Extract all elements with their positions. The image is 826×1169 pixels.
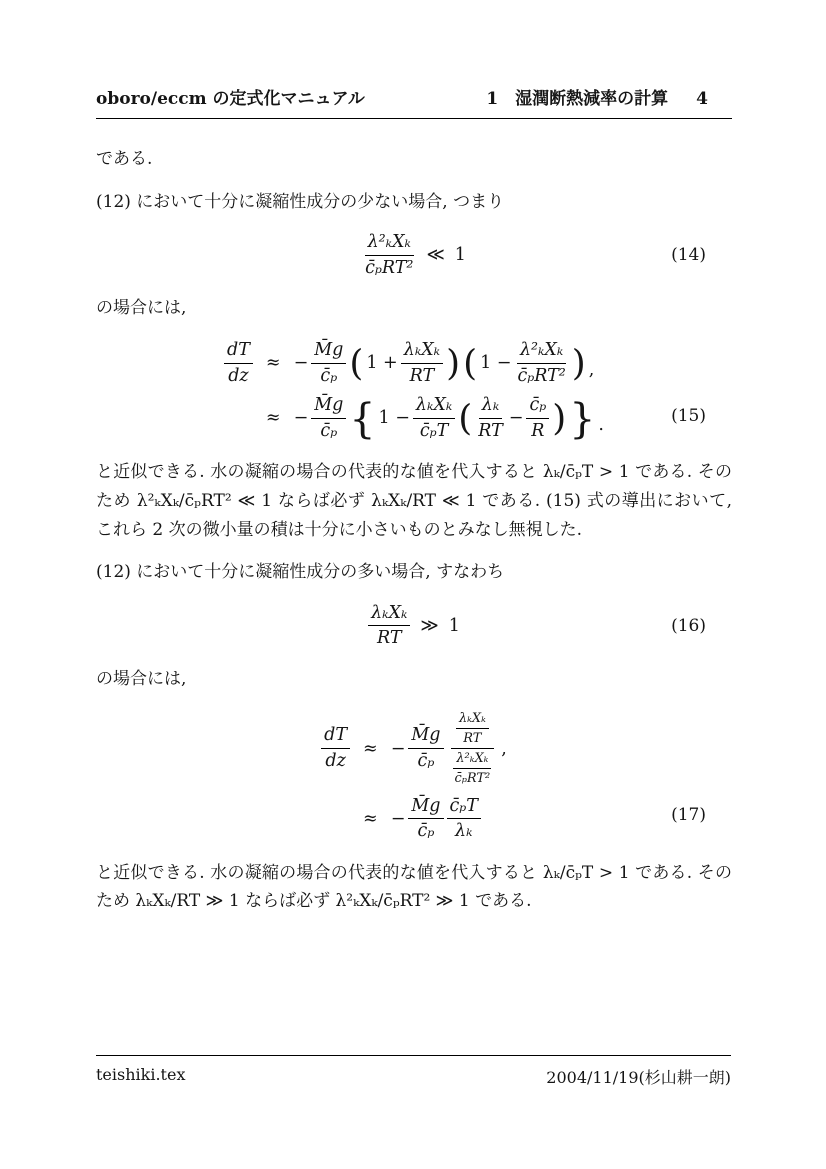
comma: , bbox=[588, 360, 595, 381]
math-numerator: λ²ₖXₖ bbox=[453, 751, 491, 769]
right-brace: } bbox=[569, 394, 596, 443]
approx-sign bbox=[350, 809, 391, 829]
page-number: 4 bbox=[696, 89, 708, 109]
approx-glyph: ≈ bbox=[363, 808, 378, 829]
math-numerator: λₖXₖ bbox=[413, 395, 455, 419]
math-fraction bbox=[311, 395, 346, 441]
math-denominator: c̄ₚRT² bbox=[517, 365, 566, 386]
math-denominator: RT bbox=[478, 420, 503, 441]
math-denominator: c̄ₚ bbox=[417, 751, 435, 772]
document-title: oboro/eccm の定式化マニュアル bbox=[96, 89, 365, 109]
equation-17-rhs-1 bbox=[391, 711, 507, 787]
math-nested-fraction bbox=[447, 711, 499, 787]
approx-sign bbox=[253, 353, 294, 373]
math-term: 1 − bbox=[480, 353, 512, 374]
math-numerator: c̄ₚ bbox=[526, 395, 549, 419]
approx-glyph: ≈ bbox=[265, 353, 281, 374]
math-denominator: dz bbox=[325, 751, 346, 772]
left-paren: ( bbox=[458, 398, 473, 440]
paragraph-then-1: の場合には, bbox=[96, 298, 187, 319]
equation-number: (14) bbox=[671, 245, 706, 266]
math-fraction bbox=[456, 711, 489, 747]
comma: , bbox=[501, 738, 507, 759]
equation-number: (17) bbox=[671, 804, 706, 825]
equation-17 bbox=[96, 711, 732, 842]
math-numerator bbox=[451, 711, 494, 750]
minus-sign: − bbox=[293, 353, 309, 374]
page-content bbox=[96, 84, 732, 916]
math-denominator: RT bbox=[376, 628, 402, 649]
minus-sign: − bbox=[293, 408, 309, 429]
math-numerator: M̄g bbox=[408, 796, 443, 820]
approx-glyph: ≈ bbox=[363, 738, 378, 759]
equation-15-rhs-2 bbox=[294, 395, 604, 441]
math-denominator: c̄ₚT bbox=[419, 420, 449, 441]
math-denominator: c̄ₚ bbox=[320, 420, 338, 441]
math-numerator: M̄g bbox=[311, 340, 346, 364]
math-denominator: R bbox=[531, 420, 545, 441]
right-paren: ) bbox=[446, 342, 461, 384]
math-numerator: λₖXₖ bbox=[456, 711, 489, 729]
math-denominator bbox=[447, 749, 499, 787]
math-denominator: RT bbox=[409, 365, 435, 386]
equation-15 bbox=[96, 340, 732, 442]
math-denominator: λₖ bbox=[455, 821, 473, 842]
footer-date-author: 2004/11/19(杉山耕一朗) bbox=[546, 1068, 731, 1087]
section-title: 1 湿潤断熱減率の計算 bbox=[486, 89, 669, 109]
math-fraction bbox=[514, 340, 568, 386]
math-numerator: dT bbox=[224, 340, 253, 364]
equation-14 bbox=[96, 232, 732, 278]
math-number: 1 bbox=[454, 245, 466, 266]
right-paren: ) bbox=[552, 398, 567, 440]
equation-number: (15) bbox=[671, 406, 706, 427]
footer-filename: teishiki.tex bbox=[96, 1065, 186, 1084]
math-term: 1 + bbox=[366, 353, 398, 374]
paragraph-intro: である. bbox=[96, 149, 153, 169]
math-numerator: λₖXₖ bbox=[401, 340, 443, 364]
math-fraction bbox=[526, 395, 549, 441]
math-denominator: c̄ₚ bbox=[320, 365, 338, 386]
math-fraction bbox=[452, 751, 494, 787]
much-greater-than-sign: ≫ bbox=[420, 615, 439, 636]
paragraph-approx-1: と近似できる. 水の凝縮の場合の代表的な値を代入すると λₖ/c̄ₚT > 1 である. そのため λ²ₖXₖ/c̄ₚRT² ≪ 1 ならば必ず λₖXₖ/RT ≪ 1 である. (15) 式の導出において, これら 2 次の微小量の積は十分に小さいものとみなし無視した. bbox=[96, 462, 732, 540]
math-denominator: c̄ₚ bbox=[417, 821, 435, 842]
math-numerator: dT bbox=[321, 725, 350, 749]
math-fraction bbox=[368, 603, 410, 649]
math-fraction bbox=[362, 232, 416, 278]
math-numerator: λ²ₖXₖ bbox=[365, 232, 414, 256]
math-fraction bbox=[321, 725, 350, 771]
math-fraction bbox=[475, 395, 506, 441]
math-fraction bbox=[224, 340, 253, 386]
math-numerator: M̄g bbox=[311, 395, 346, 419]
paragraph-case-few: (12) において十分に凝縮性成分の少ない場合, つまり bbox=[96, 191, 505, 212]
approx-sign bbox=[350, 739, 391, 759]
equation-15-lhs bbox=[224, 340, 253, 386]
math-fraction bbox=[408, 725, 443, 771]
math-fraction bbox=[447, 796, 481, 842]
approx-sign bbox=[253, 408, 294, 428]
math-numerator: λ²ₖXₖ bbox=[517, 340, 566, 364]
equation-17-lhs bbox=[321, 725, 350, 771]
math-numerator: λₖXₖ bbox=[368, 603, 410, 627]
equation-17-rhs-2 bbox=[391, 796, 507, 842]
minus-sign: − bbox=[390, 808, 406, 829]
math-denominator: dz bbox=[228, 365, 249, 386]
math-denominator: RT bbox=[463, 730, 482, 746]
equation-15-align bbox=[96, 340, 732, 442]
equation-15-rhs-1 bbox=[294, 340, 604, 386]
math-numerator: c̄ₚT bbox=[447, 796, 481, 820]
math-numerator: λₖ bbox=[479, 395, 502, 419]
period: . bbox=[598, 415, 604, 436]
left-paren: ( bbox=[463, 342, 478, 384]
equation-number: (16) bbox=[671, 615, 706, 636]
math-denominator: c̄ₚRT² bbox=[454, 771, 491, 787]
math-fraction bbox=[401, 340, 443, 386]
header-right bbox=[486, 84, 732, 109]
minus-sign: − bbox=[390, 738, 406, 759]
page-header bbox=[96, 84, 732, 119]
math-denominator: c̄ₚRT² bbox=[365, 257, 414, 278]
math-fraction bbox=[311, 340, 346, 386]
left-paren: ( bbox=[349, 342, 364, 384]
paragraph-then-2: の場合には, bbox=[96, 668, 187, 689]
equation-16 bbox=[96, 603, 732, 649]
approx-glyph: ≈ bbox=[265, 408, 281, 429]
left-brace: { bbox=[349, 394, 376, 443]
math-term: 1 − bbox=[378, 408, 410, 429]
right-paren: ) bbox=[571, 342, 586, 384]
much-less-than-sign: ≪ bbox=[426, 245, 445, 266]
page-footer bbox=[96, 1055, 731, 1088]
math-numerator: M̄g bbox=[408, 725, 443, 749]
math-fraction bbox=[413, 395, 455, 441]
math-fraction bbox=[408, 796, 443, 842]
minus-sign: − bbox=[508, 408, 524, 429]
paragraph-approx-2: と近似できる. 水の凝縮の場合の代表的な値を代入すると λₖ/c̄ₚT > 1 である. そのため λₖXₖ/RT ≫ 1 ならば必ず λ²ₖXₖ/c̄ₚRT² ≫ 1 である. bbox=[96, 862, 732, 912]
paragraph-case-many: (12) において十分に凝縮性成分の多い場合, すなわち bbox=[96, 562, 505, 583]
math-number: 1 bbox=[448, 615, 460, 636]
equation-17-align bbox=[96, 711, 732, 842]
